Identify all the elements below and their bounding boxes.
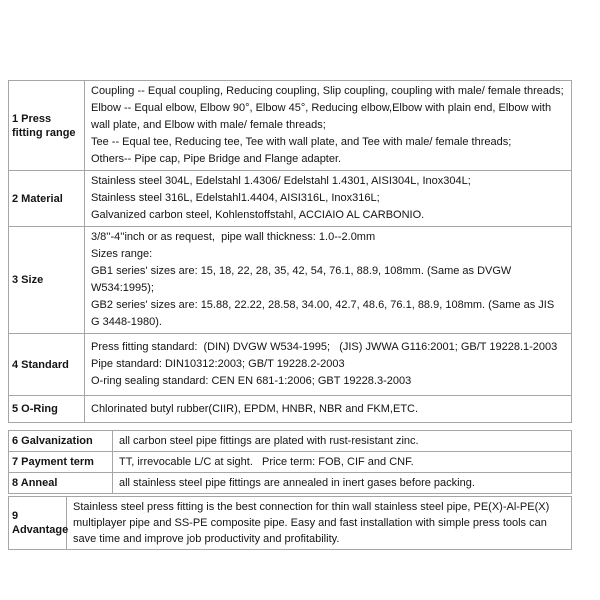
table-row	[9, 431, 571, 451]
row-content	[113, 473, 571, 493]
table-row	[9, 472, 571, 493]
table-row	[9, 497, 571, 549]
row-label: 5 O-Ring	[9, 396, 85, 422]
content-line: Stainless steel press fitting is the best connection for thin wall stainless steel pipe, PE(X)-Al-PE(X) multiplayer pipe and SS-PE composite pipe. Easy and fast installation with simple press tools can save time and improve job productivity and profitability.	[73, 501, 553, 545]
table-row	[9, 170, 571, 226]
content-line: Tee -- Equal tee, Reducing tee, Tee with wall plate, and Tee with male/ female threads;	[91, 136, 512, 148]
product-spec-tables	[8, 80, 572, 550]
content-line: TT, irrevocable L/C at sight. Price term: FOB, CIF and CNF.	[119, 456, 414, 468]
row-label: 8 Anneal	[9, 473, 113, 493]
content-line: Coupling -- Equal coupling, Reducing coupling, Slip coupling, coupling with male/ female threads;	[91, 85, 564, 97]
row-label: 1 Press fitting range	[9, 81, 85, 170]
content-line: Sizes range:	[91, 248, 153, 260]
row-content	[67, 497, 571, 549]
content-line: Galvanized carbon steel, Kohlenstoffstahl, ACCIAIO AL CARBONIO.	[91, 209, 425, 221]
spec-table-secondary	[8, 430, 572, 494]
table-row	[9, 81, 571, 170]
row-label: 4 Standard	[9, 334, 85, 395]
table-row	[9, 451, 571, 472]
content-line: all stainless steel pipe fittings are annealed in inert gases before packing.	[119, 477, 475, 489]
content-line: Press fitting standard: (DIN) DVGW W534-1995; (JIS) JWWA G116:2001; GB/T 19228.1-2003	[91, 341, 558, 353]
row-content	[85, 171, 571, 226]
content-line: Stainless steel 316L, Edelstahl1.4404, AISI316L, Inox316L;	[91, 192, 380, 204]
row-content	[113, 431, 571, 451]
row-label: 2 Material	[9, 171, 85, 226]
content-line: Stainless steel 304L, Edelstahl 1.4306/ Edelstahl 1.4301, AISI304L, Inox304L;	[91, 175, 471, 187]
content-line: GB2 series' sizes are: 15.88, 22.22, 28.58, 34.00, 42.7, 48.6, 76.1, 88.9, 108mm. (Same as JIS G 3448-1980).	[91, 299, 558, 328]
content-line: O-ring sealing standard: CEN EN 681-1:2006; GBT 19228.3-2003	[91, 375, 412, 387]
row-content	[85, 81, 571, 170]
row-label: 3 Size	[9, 227, 85, 333]
row-content	[85, 396, 571, 422]
row-content	[85, 227, 571, 333]
table-row	[9, 226, 571, 333]
content-line: all carbon steel pipe fittings are plated with rust-resistant zinc.	[119, 435, 419, 447]
table-row	[9, 333, 571, 395]
row-label: 9 Advantage	[9, 497, 67, 549]
content-line: Others-- Pipe cap, Pipe Bridge and Flange adapter.	[91, 153, 342, 165]
row-label: 6 Galvanization	[9, 431, 113, 451]
spec-table-main	[8, 80, 572, 423]
row-label: 7 Payment term	[9, 452, 113, 472]
table-row	[9, 395, 571, 422]
content-line: GB1 series' sizes are: 15, 18, 22, 28, 35, 42, 54, 76.1, 88.9, 108mm. (Same as DVGW W534:1995);	[91, 265, 515, 294]
spec-table-advantage	[8, 496, 572, 550]
row-content	[85, 334, 571, 395]
content-line: Pipe standard: DIN10312:2003; GB/T 19228.2-2003	[91, 358, 345, 370]
row-content	[113, 452, 571, 472]
content-line: 3/8''-4''inch or as request, pipe wall thickness: 1.0--2.0mm	[91, 231, 376, 243]
content-line: Chlorinated butyl rubber(CIIR), EPDM, HNBR, NBR and FKM,ETC.	[91, 402, 419, 415]
content-line: Elbow -- Equal elbow, Elbow 90°, Elbow 45°, Reducing elbow,Elbow with plain end, Elbow with wall plate, and Elbow with male/ female threads;	[91, 102, 555, 131]
